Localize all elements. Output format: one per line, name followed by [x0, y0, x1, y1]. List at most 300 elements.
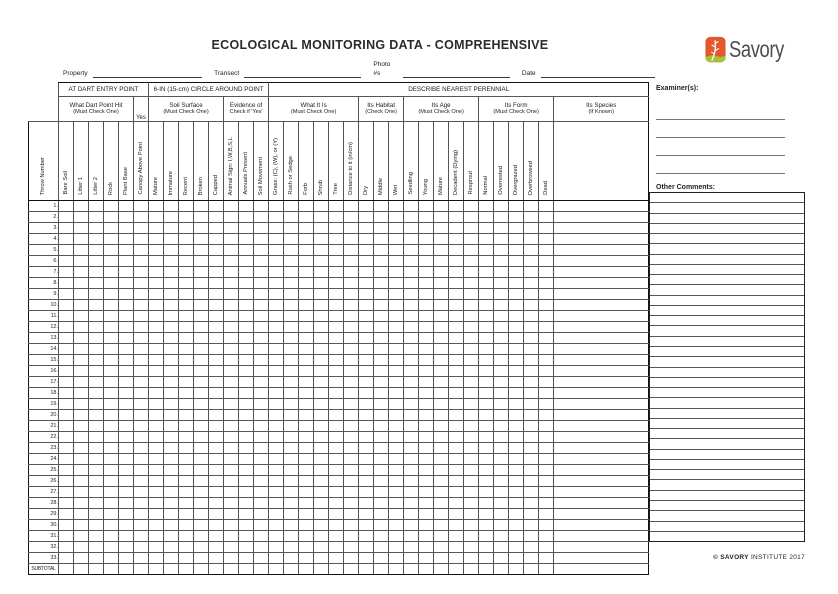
data-cell[interactable]: [209, 421, 224, 432]
data-cell[interactable]: [149, 223, 164, 234]
data-cell[interactable]: [74, 267, 89, 278]
data-cell[interactable]: [104, 399, 119, 410]
data-cell[interactable]: [209, 520, 224, 531]
data-cell[interactable]: [434, 223, 449, 234]
data-cell[interactable]: [329, 212, 344, 223]
data-cell[interactable]: [59, 355, 74, 366]
data-cell[interactable]: [209, 344, 224, 355]
data-cell[interactable]: [134, 366, 149, 377]
data-cell[interactable]: [194, 212, 209, 223]
data-cell[interactable]: [494, 223, 509, 234]
data-cell[interactable]: [419, 520, 434, 531]
data-cell[interactable]: [149, 366, 164, 377]
data-cell[interactable]: [209, 289, 224, 300]
data-cell[interactable]: [314, 487, 329, 498]
data-cell[interactable]: [344, 366, 359, 377]
data-cell[interactable]: [254, 223, 269, 234]
data-cell[interactable]: [509, 487, 524, 498]
data-cell[interactable]: [344, 212, 359, 223]
examiner-signature-line[interactable]: [656, 102, 785, 120]
data-cell[interactable]: [149, 498, 164, 509]
data-cell[interactable]: [419, 553, 434, 564]
data-cell[interactable]: [119, 212, 134, 223]
data-cell[interactable]: [164, 289, 179, 300]
data-cell[interactable]: [149, 267, 164, 278]
data-cell[interactable]: [299, 256, 314, 267]
data-cell[interactable]: [359, 487, 374, 498]
data-cell[interactable]: [344, 278, 359, 289]
data-cell[interactable]: [149, 465, 164, 476]
data-cell[interactable]: [194, 366, 209, 377]
data-cell[interactable]: [59, 223, 74, 234]
data-cell[interactable]: [374, 432, 389, 443]
species-cell[interactable]: [554, 333, 649, 344]
data-cell[interactable]: [359, 564, 374, 575]
data-cell[interactable]: [464, 201, 479, 212]
data-cell[interactable]: [419, 410, 434, 421]
data-cell[interactable]: [359, 300, 374, 311]
data-cell[interactable]: [239, 509, 254, 520]
data-cell[interactable]: [119, 388, 134, 399]
data-cell[interactable]: [299, 509, 314, 520]
data-cell[interactable]: [509, 245, 524, 256]
data-cell[interactable]: [359, 212, 374, 223]
data-cell[interactable]: [164, 443, 179, 454]
data-cell[interactable]: [524, 377, 539, 388]
species-cell[interactable]: [554, 278, 649, 289]
data-cell[interactable]: [119, 344, 134, 355]
data-cell[interactable]: [494, 487, 509, 498]
species-cell[interactable]: [554, 256, 649, 267]
data-cell[interactable]: [164, 542, 179, 553]
comment-line[interactable]: [650, 368, 804, 378]
species-cell[interactable]: [554, 476, 649, 487]
data-cell[interactable]: [179, 542, 194, 553]
data-cell[interactable]: [464, 542, 479, 553]
data-cell[interactable]: [479, 388, 494, 399]
data-cell[interactable]: [179, 322, 194, 333]
data-cell[interactable]: [404, 432, 419, 443]
data-cell[interactable]: [419, 278, 434, 289]
data-cell[interactable]: [59, 245, 74, 256]
data-cell[interactable]: [284, 355, 299, 366]
data-cell[interactable]: [479, 542, 494, 553]
data-cell[interactable]: [179, 498, 194, 509]
data-cell[interactable]: [374, 388, 389, 399]
data-cell[interactable]: [194, 410, 209, 421]
data-cell[interactable]: [419, 454, 434, 465]
data-cell[interactable]: [524, 201, 539, 212]
data-cell[interactable]: [59, 344, 74, 355]
data-cell[interactable]: [359, 432, 374, 443]
data-cell[interactable]: [344, 245, 359, 256]
data-cell[interactable]: [89, 520, 104, 531]
data-cell[interactable]: [509, 322, 524, 333]
data-cell[interactable]: [74, 223, 89, 234]
data-cell[interactable]: [239, 201, 254, 212]
data-cell[interactable]: [104, 311, 119, 322]
data-cell[interactable]: [164, 487, 179, 498]
data-cell[interactable]: [119, 421, 134, 432]
data-cell[interactable]: [89, 421, 104, 432]
data-cell[interactable]: [434, 212, 449, 223]
data-cell[interactable]: [119, 553, 134, 564]
data-cell[interactable]: [59, 267, 74, 278]
data-cell[interactable]: [359, 509, 374, 520]
data-cell[interactable]: [74, 245, 89, 256]
data-cell[interactable]: [59, 256, 74, 267]
data-cell[interactable]: [239, 432, 254, 443]
data-cell[interactable]: [419, 344, 434, 355]
data-cell[interactable]: [284, 564, 299, 575]
data-cell[interactable]: [254, 234, 269, 245]
data-cell[interactable]: [299, 344, 314, 355]
data-cell[interactable]: [89, 234, 104, 245]
data-cell[interactable]: [464, 234, 479, 245]
data-cell[interactable]: [209, 454, 224, 465]
data-cell[interactable]: [299, 245, 314, 256]
data-cell[interactable]: [254, 366, 269, 377]
data-cell[interactable]: [194, 454, 209, 465]
data-cell[interactable]: [479, 333, 494, 344]
data-cell[interactable]: [269, 443, 284, 454]
data-cell[interactable]: [104, 531, 119, 542]
data-cell[interactable]: [194, 443, 209, 454]
data-cell[interactable]: [419, 487, 434, 498]
species-cell[interactable]: [554, 366, 649, 377]
data-cell[interactable]: [164, 234, 179, 245]
data-cell[interactable]: [509, 564, 524, 575]
data-cell[interactable]: [284, 476, 299, 487]
data-cell[interactable]: [479, 223, 494, 234]
data-cell[interactable]: [269, 267, 284, 278]
data-cell[interactable]: [524, 443, 539, 454]
data-cell[interactable]: [269, 377, 284, 388]
data-cell[interactable]: [119, 564, 134, 575]
data-cell[interactable]: [299, 267, 314, 278]
data-cell[interactable]: [299, 377, 314, 388]
data-cell[interactable]: [494, 212, 509, 223]
data-cell[interactable]: [59, 212, 74, 223]
data-cell[interactable]: [374, 454, 389, 465]
data-cell[interactable]: [239, 322, 254, 333]
data-cell[interactable]: [59, 377, 74, 388]
data-cell[interactable]: [194, 487, 209, 498]
data-cell[interactable]: [119, 520, 134, 531]
data-cell[interactable]: [344, 410, 359, 421]
data-cell[interactable]: [284, 201, 299, 212]
data-cell[interactable]: [194, 256, 209, 267]
data-cell[interactable]: [149, 410, 164, 421]
other-comments-box[interactable]: [649, 192, 805, 542]
data-cell[interactable]: [89, 443, 104, 454]
data-cell[interactable]: [104, 344, 119, 355]
data-cell[interactable]: [539, 322, 554, 333]
data-cell[interactable]: [389, 509, 404, 520]
comment-line[interactable]: [650, 224, 804, 234]
data-cell[interactable]: [539, 531, 554, 542]
data-cell[interactable]: [449, 542, 464, 553]
data-cell[interactable]: [224, 245, 239, 256]
data-cell[interactable]: [494, 245, 509, 256]
data-cell[interactable]: [284, 212, 299, 223]
data-cell[interactable]: [239, 366, 254, 377]
data-cell[interactable]: [494, 476, 509, 487]
data-cell[interactable]: [239, 289, 254, 300]
data-cell[interactable]: [464, 311, 479, 322]
data-cell[interactable]: [224, 564, 239, 575]
data-cell[interactable]: [194, 333, 209, 344]
data-cell[interactable]: [74, 311, 89, 322]
data-cell[interactable]: [509, 344, 524, 355]
data-cell[interactable]: [524, 454, 539, 465]
data-cell[interactable]: [59, 476, 74, 487]
data-cell[interactable]: [299, 553, 314, 564]
data-cell[interactable]: [134, 333, 149, 344]
data-cell[interactable]: [119, 509, 134, 520]
data-cell[interactable]: [404, 542, 419, 553]
comment-line[interactable]: [650, 388, 804, 398]
data-cell[interactable]: [89, 542, 104, 553]
data-cell[interactable]: [434, 344, 449, 355]
data-cell[interactable]: [464, 509, 479, 520]
data-cell[interactable]: [449, 487, 464, 498]
data-cell[interactable]: [194, 421, 209, 432]
data-cell[interactable]: [404, 300, 419, 311]
data-cell[interactable]: [284, 509, 299, 520]
data-cell[interactable]: [254, 531, 269, 542]
data-cell[interactable]: [524, 476, 539, 487]
species-cell[interactable]: [554, 322, 649, 333]
data-cell[interactable]: [149, 344, 164, 355]
data-cell[interactable]: [494, 498, 509, 509]
data-cell[interactable]: [254, 476, 269, 487]
data-cell[interactable]: [374, 421, 389, 432]
data-cell[interactable]: [419, 289, 434, 300]
data-cell[interactable]: [434, 498, 449, 509]
data-cell[interactable]: [524, 344, 539, 355]
data-cell[interactable]: [179, 388, 194, 399]
data-cell[interactable]: [134, 553, 149, 564]
data-cell[interactable]: [284, 289, 299, 300]
data-cell[interactable]: [539, 542, 554, 553]
comment-line[interactable]: [650, 460, 804, 470]
data-cell[interactable]: [539, 377, 554, 388]
data-cell[interactable]: [284, 278, 299, 289]
data-cell[interactable]: [449, 201, 464, 212]
data-cell[interactable]: [164, 311, 179, 322]
species-cell[interactable]: [554, 267, 649, 278]
data-cell[interactable]: [224, 366, 239, 377]
data-cell[interactable]: [119, 410, 134, 421]
data-cell[interactable]: [179, 234, 194, 245]
data-cell[interactable]: [524, 520, 539, 531]
comment-line[interactable]: [650, 347, 804, 357]
data-cell[interactable]: [479, 498, 494, 509]
data-cell[interactable]: [359, 542, 374, 553]
data-cell[interactable]: [239, 344, 254, 355]
data-cell[interactable]: [104, 498, 119, 509]
data-cell[interactable]: [539, 212, 554, 223]
data-cell[interactable]: [494, 322, 509, 333]
data-cell[interactable]: [359, 311, 374, 322]
data-cell[interactable]: [164, 377, 179, 388]
data-cell[interactable]: [89, 564, 104, 575]
data-cell[interactable]: [419, 234, 434, 245]
data-cell[interactable]: [449, 289, 464, 300]
data-cell[interactable]: [269, 366, 284, 377]
data-cell[interactable]: [74, 234, 89, 245]
data-cell[interactable]: [314, 300, 329, 311]
data-cell[interactable]: [239, 498, 254, 509]
comment-line[interactable]: [650, 265, 804, 275]
data-cell[interactable]: [434, 542, 449, 553]
data-cell[interactable]: [419, 322, 434, 333]
data-cell[interactable]: [119, 322, 134, 333]
data-cell[interactable]: [269, 201, 284, 212]
data-cell[interactable]: [224, 388, 239, 399]
comment-line[interactable]: [650, 214, 804, 224]
data-cell[interactable]: [314, 421, 329, 432]
data-cell[interactable]: [389, 443, 404, 454]
data-cell[interactable]: [149, 256, 164, 267]
data-cell[interactable]: [464, 498, 479, 509]
data-cell[interactable]: [89, 223, 104, 234]
data-cell[interactable]: [224, 256, 239, 267]
data-cell[interactable]: [149, 531, 164, 542]
data-cell[interactable]: [224, 278, 239, 289]
data-cell[interactable]: [449, 432, 464, 443]
data-cell[interactable]: [539, 432, 554, 443]
data-cell[interactable]: [59, 465, 74, 476]
data-cell[interactable]: [494, 267, 509, 278]
data-cell[interactable]: [374, 509, 389, 520]
data-cell[interactable]: [254, 498, 269, 509]
data-cell[interactable]: [299, 278, 314, 289]
data-cell[interactable]: [224, 465, 239, 476]
data-cell[interactable]: [479, 531, 494, 542]
data-cell[interactable]: [134, 311, 149, 322]
data-cell[interactable]: [209, 366, 224, 377]
species-cell[interactable]: [554, 454, 649, 465]
data-cell[interactable]: [134, 201, 149, 212]
data-cell[interactable]: [194, 531, 209, 542]
data-cell[interactable]: [179, 201, 194, 212]
data-cell[interactable]: [284, 322, 299, 333]
data-cell[interactable]: [239, 410, 254, 421]
data-cell[interactable]: [269, 520, 284, 531]
data-cell[interactable]: [74, 531, 89, 542]
data-cell[interactable]: [464, 421, 479, 432]
data-cell[interactable]: [434, 443, 449, 454]
data-cell[interactable]: [269, 487, 284, 498]
data-cell[interactable]: [479, 267, 494, 278]
data-cell[interactable]: [119, 542, 134, 553]
data-cell[interactable]: [269, 223, 284, 234]
comment-line[interactable]: [650, 470, 804, 480]
data-cell[interactable]: [464, 245, 479, 256]
data-cell[interactable]: [284, 498, 299, 509]
data-cell[interactable]: [494, 542, 509, 553]
data-cell[interactable]: [464, 432, 479, 443]
data-cell[interactable]: [314, 564, 329, 575]
data-cell[interactable]: [224, 531, 239, 542]
data-cell[interactable]: [119, 432, 134, 443]
data-cell[interactable]: [194, 267, 209, 278]
data-cell[interactable]: [209, 443, 224, 454]
data-cell[interactable]: [494, 278, 509, 289]
data-cell[interactable]: [524, 421, 539, 432]
data-cell[interactable]: [374, 267, 389, 278]
data-cell[interactable]: [434, 487, 449, 498]
data-cell[interactable]: [149, 333, 164, 344]
data-cell[interactable]: [89, 454, 104, 465]
data-cell[interactable]: [389, 476, 404, 487]
data-cell[interactable]: [404, 388, 419, 399]
data-cell[interactable]: [209, 410, 224, 421]
data-cell[interactable]: [494, 355, 509, 366]
comment-line[interactable]: [650, 419, 804, 429]
data-cell[interactable]: [179, 509, 194, 520]
data-cell[interactable]: [149, 509, 164, 520]
data-cell[interactable]: [104, 333, 119, 344]
data-cell[interactable]: [404, 212, 419, 223]
data-cell[interactable]: [299, 201, 314, 212]
data-cell[interactable]: [419, 256, 434, 267]
data-cell[interactable]: [404, 498, 419, 509]
data-cell[interactable]: [509, 476, 524, 487]
data-cell[interactable]: [239, 388, 254, 399]
data-cell[interactable]: [374, 344, 389, 355]
data-cell[interactable]: [524, 498, 539, 509]
data-cell[interactable]: [164, 399, 179, 410]
data-cell[interactable]: [344, 322, 359, 333]
data-cell[interactable]: [539, 388, 554, 399]
data-cell[interactable]: [404, 520, 419, 531]
data-cell[interactable]: [224, 377, 239, 388]
data-cell[interactable]: [449, 344, 464, 355]
data-cell[interactable]: [449, 311, 464, 322]
data-cell[interactable]: [89, 256, 104, 267]
data-cell[interactable]: [344, 355, 359, 366]
data-cell[interactable]: [344, 289, 359, 300]
data-cell[interactable]: [539, 509, 554, 520]
data-cell[interactable]: [389, 223, 404, 234]
data-cell[interactable]: [449, 553, 464, 564]
data-cell[interactable]: [539, 564, 554, 575]
data-cell[interactable]: [344, 509, 359, 520]
comment-line[interactable]: [650, 491, 804, 501]
data-cell[interactable]: [59, 278, 74, 289]
data-cell[interactable]: [389, 256, 404, 267]
comment-line[interactable]: [650, 255, 804, 265]
data-cell[interactable]: [494, 410, 509, 421]
data-cell[interactable]: [449, 355, 464, 366]
data-cell[interactable]: [329, 553, 344, 564]
data-cell[interactable]: [374, 520, 389, 531]
data-cell[interactable]: [59, 520, 74, 531]
data-cell[interactable]: [479, 234, 494, 245]
data-cell[interactable]: [449, 421, 464, 432]
data-cell[interactable]: [269, 531, 284, 542]
data-cell[interactable]: [134, 520, 149, 531]
data-cell[interactable]: [404, 333, 419, 344]
data-cell[interactable]: [104, 289, 119, 300]
species-cell[interactable]: [554, 344, 649, 355]
data-cell[interactable]: [374, 531, 389, 542]
data-cell[interactable]: [509, 300, 524, 311]
data-cell[interactable]: [464, 355, 479, 366]
